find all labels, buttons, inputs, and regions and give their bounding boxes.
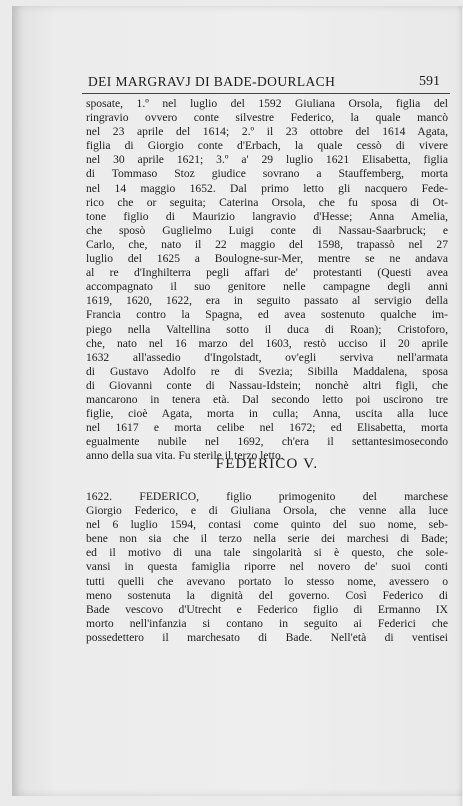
running-head	[88, 74, 448, 92]
text-line: che, nato nel 16 marzo del 1603, restò ucciso il 20 aprile	[86, 336, 448, 350]
text-line: figlie, cioè Agata, morta in culla; Anna, uscita alla luce	[86, 407, 448, 421]
text-line: figlia di Giorgio conte d'Erbach, la quale cessò di vivere	[86, 139, 448, 153]
text-line: che sposò Guglielmo Luigi conte di Nassau-Saarbruck; e	[86, 223, 448, 237]
text-line: di Giovanni conte di Nassau-Idstein; nonchè altri figli, che	[86, 378, 448, 392]
text-line: nel 30 aprile 1621; 3.º a' 29 luglio 1621 Elisabetta, figlia	[86, 153, 448, 167]
text-line: rico che or seguita; Caterina Orsola, che fu sposa di Ot-	[86, 195, 448, 209]
text-line: nel 23 aprile del 1614; 2.º il 23 ottobre del 1614 Agata,	[86, 125, 448, 139]
text-line: anno della sua vita. Fu sterile il terzo letto.	[86, 449, 284, 463]
text-line: vansi in questa famiglia riporre nel novero de' suoi conti	[86, 560, 448, 574]
text-line: meno sostenuta la dignità del governo. Così Federico di	[86, 588, 448, 602]
text-line: morto nell'infanzia si contano in seguito ai Federici che	[86, 616, 448, 630]
text-line: ringravio ovvero conte silvestre Federico, la quale mancò	[86, 111, 448, 125]
page-edge-shadow	[456, 6, 462, 806]
body-text-section-one	[86, 97, 448, 463]
text-line: nel 1617 e morta celibe nel 1672; ed Elisabetta, morta	[86, 421, 448, 435]
text-line: di Tommaso Stoz giudice sovrano a Stauffemberg, morta	[86, 167, 448, 181]
text-line: nel 14 maggio 1652. Dal primo letto gli nacquero Fede-	[86, 181, 448, 195]
text-line: mancarono in tenera età. Dal secondo letto poi uscirono tre	[86, 392, 448, 406]
text-line: tone figlio di Maurizio langravio d'Hesse; Anna Amelia,	[86, 209, 448, 223]
text-line: 1622. FEDERICO, figlio primogenito del marchese	[86, 490, 448, 503]
text-line: accompagnato il suo genitore nelle campagne degli anni	[86, 280, 448, 294]
text-line: Francia contro la Spagna, ed avea sostenuto qualche im-	[86, 308, 448, 322]
text-line: Bade vescovo d'Utrecht e Federico figlio di Ermanno IX	[86, 602, 448, 616]
text-line: sposate, 1.º nel luglio del 1592 Giuliana Orsola, figlia del	[86, 97, 448, 110]
text-line: Giorgio Federico, e di Giuliana Orsola, che venne alla luce	[86, 504, 448, 518]
text-line: bene non sia che il terzo nella serie dei marchesi di Bade;	[86, 532, 448, 546]
text-line: 1619, 1620, 1622, era in seguito passato al servigio della	[86, 294, 448, 308]
header-rule	[82, 93, 450, 94]
body-text-section-two	[86, 490, 448, 645]
section-heading: FEDERICO V.	[215, 456, 319, 472]
text-line: 1632 all'assedio d'Ingolstadt, ov'egli serviva nell'armata	[86, 350, 448, 364]
text-line: luglio del 1625 a Boulogne-sur-Mer, mentre se ne andava	[86, 252, 448, 266]
text-line: ed il motivo di una tale singolarità si è questo, che sole-	[86, 546, 448, 560]
text-line: al re d'Inghilterra pegli affari de' protestanti (Questi avea	[86, 266, 448, 280]
text-line: nel 6 luglio 1594, contasi come quinto del suo nome, seb-	[86, 518, 448, 532]
text-line: di Gustavo Adolfo re di Svezia; Sibilla Maddalena, sposa	[86, 364, 448, 378]
text-line: tutti quelli che avevano portato lo stesso nome, avessero o	[86, 574, 448, 588]
text-line: Carlo, che, nato il 22 maggio del 1598, trapassò nel 27	[86, 237, 448, 251]
page-number: 591	[419, 74, 440, 89]
text-line: possedettero il marchesato di Bade. Nell'età di ventisei	[86, 630, 448, 644]
running-title: DEI MARGRAVJ DI BADE-DOURLACH	[88, 74, 336, 89]
text-line: egualmente nubile nel 1692, ch'era il settantesimosecondo	[86, 435, 448, 449]
text-line: piego nella Valtellina sotto il duca di Roan); Cristoforo,	[86, 322, 448, 336]
